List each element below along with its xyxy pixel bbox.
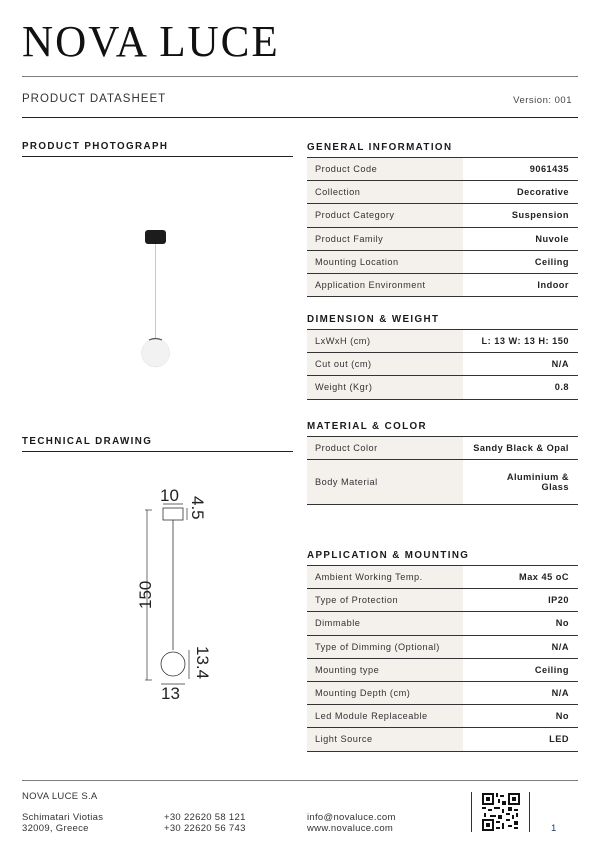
row-value: L: 13 W: 13 H: 150 [481,336,569,347]
table-row [307,181,578,204]
technical-drawing [125,482,225,707]
table-row [307,274,578,297]
footer-phone-2[interactable]: +30 22620 56 743 [164,823,246,834]
row-value: 9061435 [529,164,569,175]
application-mounting-title: APPLICATION & MOUNTING [307,550,470,561]
qr-code-icon[interactable] [482,793,520,831]
footer-separator [529,792,530,832]
table-row [307,353,578,376]
row-label: Mounting Depth (cm) [307,682,463,704]
row-value: Decorative [517,187,569,198]
row-label: Application Environment [307,274,463,296]
row-label: Product Category [307,204,463,226]
footer-separator [471,792,472,832]
row-label: Dimmable [307,612,463,634]
table-row [307,682,578,705]
row-value: Aluminium & Glass [506,472,569,493]
row-value: No [555,711,569,722]
table-row [307,460,578,505]
table-row [307,204,578,227]
row-label: Body Material [307,460,463,504]
footer-email[interactable]: info@novaluce.com [307,812,396,823]
dimension-weight-title: DIMENSION & WEIGHT [307,314,440,325]
footer-divider [22,780,578,781]
ceiling-canopy [145,230,166,244]
dimension-globe-width: 13 [161,684,180,703]
row-value: N/A [551,688,569,699]
row-label: Product Code [307,158,463,180]
row-label: Mounting type [307,659,463,681]
dimension-top-height: 4.5 [188,496,207,520]
table-row [307,728,578,751]
product-photograph-title: PRODUCT PHOTOGRAPH [22,141,169,152]
row-value: N/A [551,641,569,652]
table-row [307,251,578,274]
header-divider-bottom [22,117,578,118]
section-divider [22,156,293,157]
version-label: Version: 001 [513,95,572,106]
row-label: Collection [307,181,463,203]
dimension-weight-table [307,329,578,400]
header-divider [22,76,578,77]
footer-address-line-2: 32009, Greece [22,823,89,834]
dimension-top-width: 10 [160,486,179,505]
row-value: N/A [551,359,569,370]
product-photograph [120,222,190,372]
table-row [307,330,578,353]
row-label: Cut out (cm) [307,353,463,375]
application-mounting-table [307,565,578,752]
table-row [307,705,578,728]
technical-drawing-title: TECHNICAL DRAWING [22,436,153,447]
table-row [307,437,578,460]
brand-logo: NOVA LUCE [22,17,280,66]
table-row [307,376,578,399]
table-row [307,566,578,589]
dimension-globe-height: 13.4 [193,646,212,680]
table-row [307,158,578,181]
table-row [307,636,578,659]
table-row [307,612,578,635]
footer-address-line-1: Schimatari Viotias [22,812,104,823]
row-value: Indoor [537,280,569,291]
footer-company: NOVA LUCE S.A [22,791,98,802]
row-value: Ceiling [534,664,569,675]
row-value: Ceiling [534,256,569,267]
row-label: Product Color [307,437,463,459]
row-label: Weight (Kgr) [307,376,463,398]
row-value: Sandy Black & Opal [473,443,569,454]
footer-phone-1[interactable]: +30 22620 58 121 [164,812,246,823]
row-value: 0.8 [554,382,569,393]
table-row [307,589,578,612]
row-value: Nuvole [535,233,569,244]
page-number: 1 [551,823,557,834]
row-label: Light Source [307,728,463,750]
row-label: Mounting Location [307,251,463,273]
document-title: PRODUCT DATASHEET [22,93,167,105]
row-label: LxWxH (cm) [307,330,463,352]
general-information-title: GENERAL INFORMATION [307,142,453,153]
row-value: Max 45 oC [519,572,569,583]
row-value: LED [549,734,569,745]
material-color-title: MATERIAL & COLOR [307,421,428,432]
row-value: IP20 [548,595,569,606]
table-row [307,228,578,251]
footer-website[interactable]: www.novaluce.com [307,823,394,834]
row-label: Ambient Working Temp. [307,566,463,588]
section-divider [22,451,293,452]
row-value: No [555,618,569,629]
opal-globe [142,339,170,367]
row-value: Suspension [511,210,569,221]
row-label: Type of Dimming (Optional) [307,636,463,658]
dimension-total-height: 150 [136,580,155,609]
row-label: Led Module Replaceable [307,705,463,727]
material-color-table [307,436,578,505]
row-label: Type of Protection [307,589,463,611]
table-row [307,659,578,682]
general-information-table [307,157,578,297]
row-label: Product Family [307,228,463,250]
